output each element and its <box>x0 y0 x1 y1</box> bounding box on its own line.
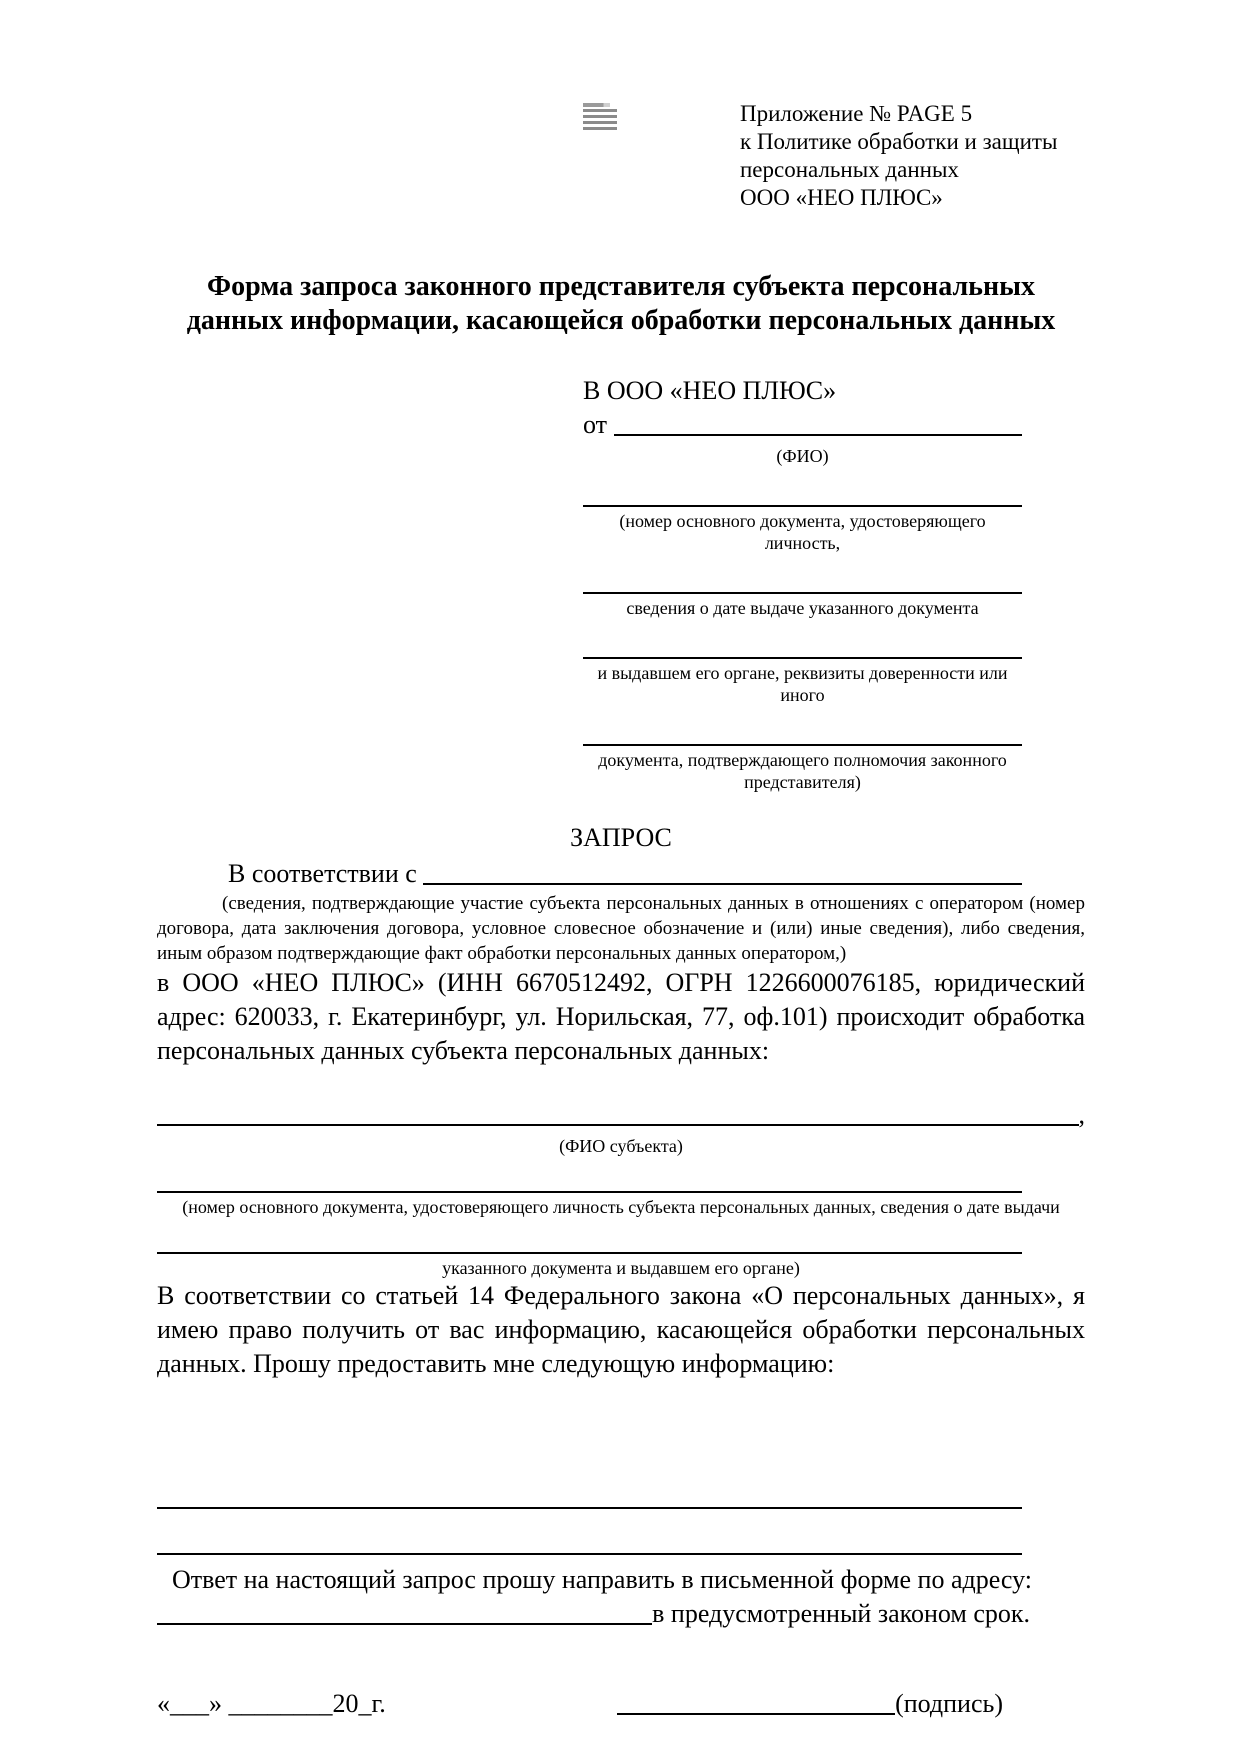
header-line-personal-data: персональных данных <box>740 157 959 182</box>
info-blank-line-1 <box>157 1473 1022 1509</box>
subject-fio-row <box>157 1098 1085 1132</box>
blank-line-subject-document <box>157 1157 1022 1193</box>
document-header <box>740 100 1085 212</box>
blank-line-issue-date <box>583 558 1022 594</box>
reply-address-fill-line <box>157 1623 652 1625</box>
note-text: (сведения, подтверждающие участие субъекта персональных данных в отношениях с оператором (номер договора, дата заключения договора, условное словесное обозначение и (или) иные сведения), либо сведения, иным образом подтверждающие факт обработки персональных данных оператором,) <box>157 893 1085 964</box>
signature-group <box>617 1687 1003 1721</box>
reply-tail: в предусмотренный законом срок. <box>652 1599 1030 1628</box>
intro-row <box>157 857 1085 891</box>
fio-fill-line <box>614 434 1022 436</box>
signature-caption: (подпись) <box>895 1689 1003 1718</box>
from-label: от <box>583 410 608 439</box>
caption-fio: (ФИО) <box>776 446 829 466</box>
header-line-appendix: Приложение № PAGE 5 <box>740 101 973 126</box>
document-title: Форма запроса законного представителя субъекта персональных данных информации, касающейся обработки персональных данных <box>186 271 1056 336</box>
caption-subject-fio: (ФИО субъекта) <box>559 1136 683 1156</box>
header-line-policy: к Политике обработки и защиты <box>740 129 1058 154</box>
caption-issue-date: сведения о дате выдаче указанного документа <box>626 598 979 618</box>
from-row <box>583 408 1022 442</box>
blank-line-subject-authority <box>157 1218 1022 1254</box>
reply-text: Ответ на настоящий запрос прошу направить в письменной форме по адресу: <box>171 1565 1032 1594</box>
signature-line <box>617 1713 895 1715</box>
caption-power-of-attorney: документа, подтверждающего полномочия законного представителя) <box>598 750 1007 792</box>
stripes-icon <box>583 103 617 130</box>
caption-issuing-authority: и выдавшем его органе, реквизиты доверенности или иного <box>597 663 1008 705</box>
intro-prefix: В соответствии с <box>228 859 417 888</box>
caption-subject-authority: указанного документа и выдавшем его органе) <box>442 1258 800 1278</box>
info-blank-line-2 <box>157 1519 1022 1555</box>
addressee-block <box>583 374 1022 793</box>
subject-comma: , <box>1078 1100 1085 1129</box>
date-line: «___» ________20_г. <box>157 1689 386 1718</box>
law-paragraph: В соответствии со статьей 14 Федерального закона «О персональных данных», я имею право получить от вас информацию, касающейся обработки персональных данных. Прошу предоставить мне следующую информацию: <box>157 1281 1085 1378</box>
intro-fill-line <box>423 883 1022 885</box>
blank-line-issuing-authority <box>583 623 1022 659</box>
header-line-company: ООО «НЕО ПЛЮС» <box>740 185 943 210</box>
operator-paragraph: в ООО «НЕО ПЛЮС» (ИНН 6670512492, ОГРН 1226600076185, юридический адрес: 620033, г. Екатеринбург, ул. Норильская, 77, оф.101) происходит обработка персональных данных субъекта персональных данных: <box>157 968 1085 1065</box>
date-signature-row <box>157 1687 1085 1721</box>
subject-fio-fill-line <box>157 1124 1079 1126</box>
requested-info-blanks <box>157 1473 1085 1555</box>
caption-document-number: (номер основного документа, удостоверяющего личность, <box>619 511 986 553</box>
reply-address-row <box>157 1597 1085 1631</box>
blank-line-power-of-attorney <box>583 710 1022 746</box>
blank-line-document-number <box>583 471 1022 507</box>
request-heading: ЗАПРОС <box>570 823 672 852</box>
caption-subject-document: (номер основного документа, удостоверяющего личность субъекта персональных данных, сведения о дате выдачи <box>182 1197 1060 1217</box>
addressee-to: В ООО «НЕО ПЛЮС» <box>583 376 837 405</box>
